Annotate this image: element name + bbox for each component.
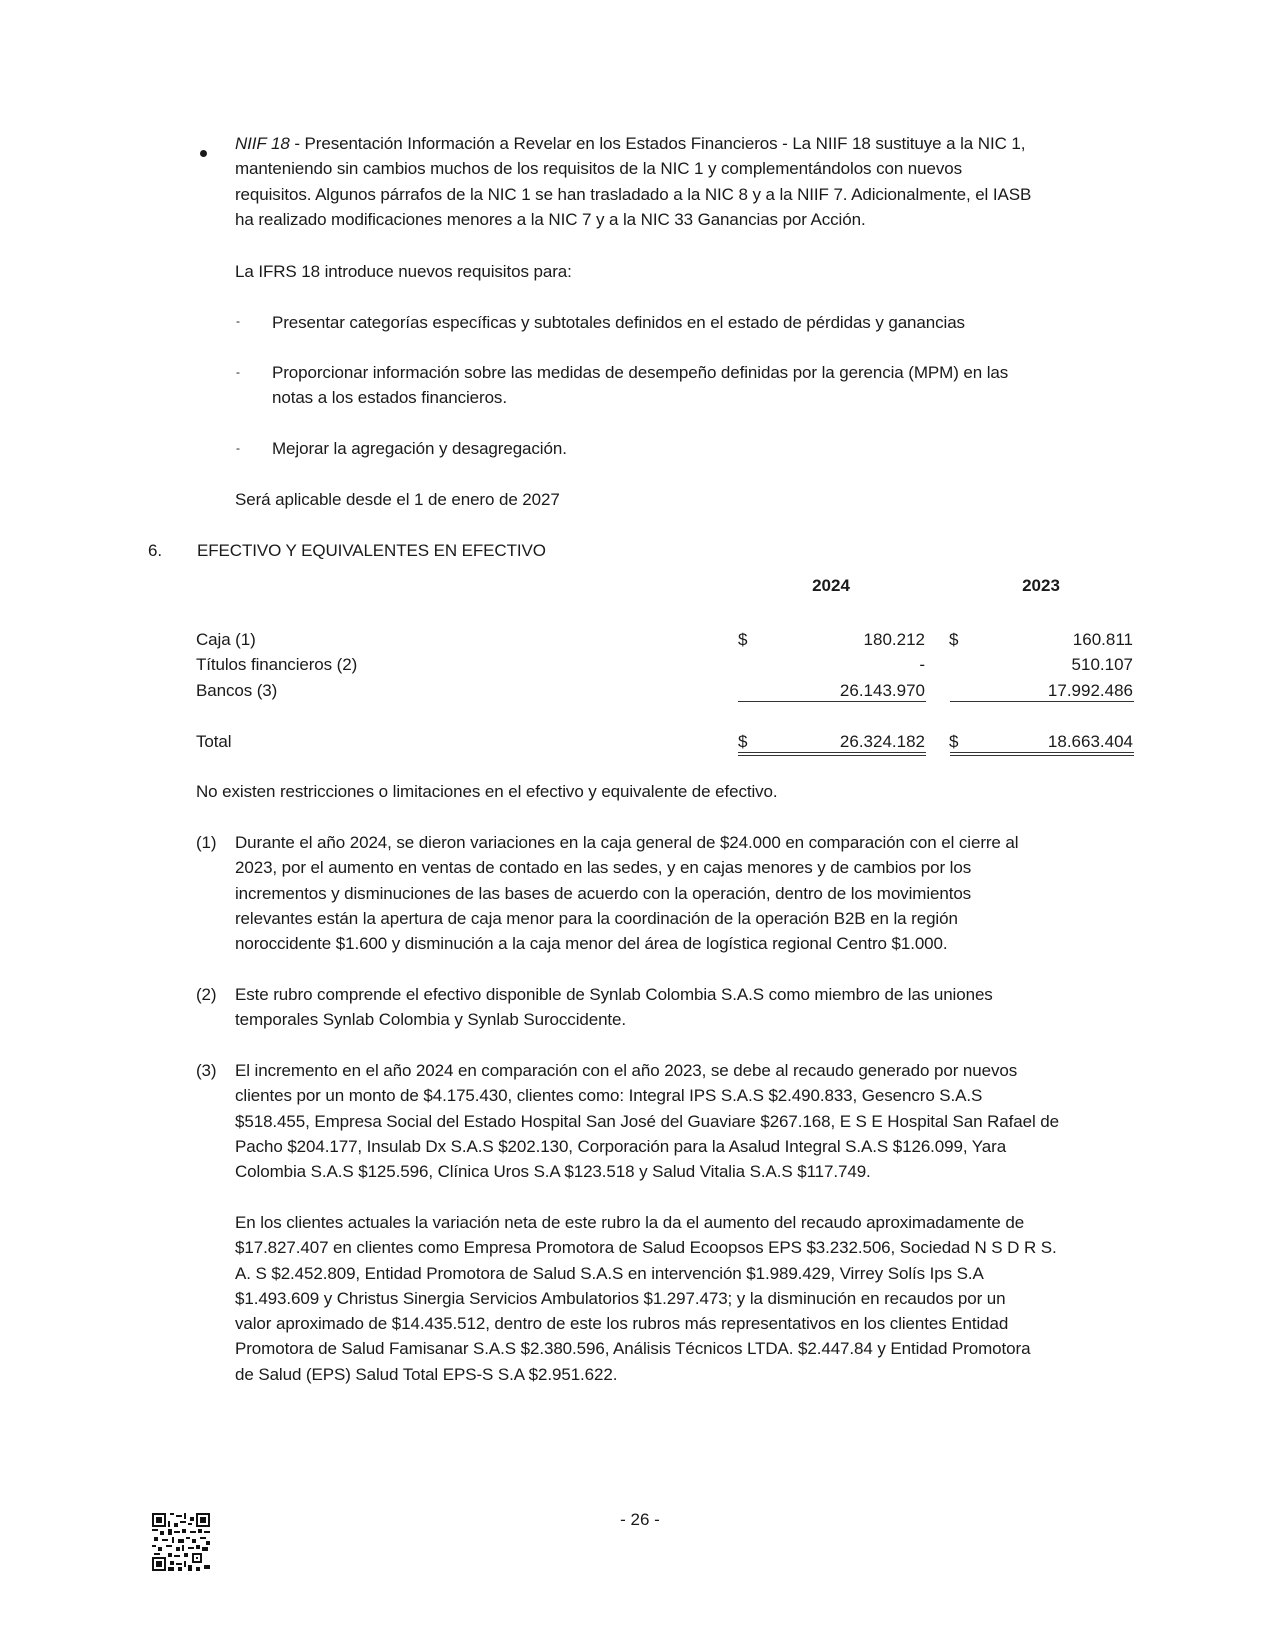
currency-symbol: $ [738,732,748,751]
note-line: Durante el año 2024, se dieron variaciones en la caja general de $24.000 en comparación con el cierre al [235,833,1019,852]
note-line: clientes por un monto de $4.175.430, clientes como: Integral IPS S.A.S $2.490.833, Gesencro S.A.S [235,1086,983,1106]
requirement-item [272,360,1008,411]
value-bancos-2023: 17.992.486 [1047,681,1133,700]
note-line: $1.493.609 y Christus Sinergia Servicios Ambulatorios $1.297.473; y la disminución en recaudos por un [235,1288,1006,1308]
qr-code-icon [152,1513,210,1571]
value-total-2024: 26.324.182 [839,732,925,751]
note-3-continuation [235,1210,1057,1387]
note-line: 2023, por el aumento en ventas de contado en las sedes, y en cajas menores y de cambios por los [235,858,972,878]
value-titulos-2024: - [919,655,925,674]
note-line: A. S $2.452.809, Entidad Promotora de Salud S.A.S en intervención $1.989.429, Virrey Solís Ips S.A [235,1263,984,1283]
value-caja-2024: 180.212 [863,630,925,649]
row-label-bancos: Bancos (3) [196,681,278,700]
value-bancos-2024: 26.143.970 [839,681,925,700]
dash-marker: - [236,441,240,455]
note-line: relevantes están la apertura de caja menor para la coordinación de la operación B2B en la región [235,908,958,928]
bullet-icon [200,150,207,157]
row-label-total: Total [196,732,232,751]
note-line: Promotora de Salud Famisanar S.A.S $2.380.596, Análisis Técnicos LTDA. $2.447.84 y Entidad Promotora [235,1339,1031,1359]
note-marker-3: (3) [196,1061,217,1080]
niif18-title: NIIF 18 [235,134,290,153]
niif18-line-3: requisitos. Algunos párrafos de la NIC 1 se han trasladado a la NIC 8 y a la NIIF 7. Adicionalmente, el IASB [235,184,1032,204]
row-label-titulos: Títulos financieros (2) [196,655,358,674]
restriction-note: No existen restricciones o limitaciones en el efectivo y equivalente de efectivo. [196,782,778,801]
requirement-line: notas a los estados financieros. [272,388,507,408]
column-header-2023: 2023 [1022,576,1060,595]
note-marker-1: (1) [196,833,217,852]
note-3 [235,1058,1059,1184]
currency-symbol: $ [738,630,748,649]
page-number: - 26 - [620,1510,660,1529]
effective-date: Será aplicable desde el 1 de enero de 2027 [235,490,560,509]
niif18-line-2: manteniendo sin cambios muchos de los requisitos de la NIC 1 y complementándolos con nuevos [235,159,963,179]
subtotal-underline-2023 [950,701,1134,702]
total-double-underline-2024 [738,752,926,756]
section-title: EFECTIVO Y EQUIVALENTES EN EFECTIVO [197,541,546,560]
subtotal-underline-2024 [738,701,926,702]
note-marker-2: (2) [196,985,217,1004]
row-label-caja: Caja (1) [196,630,256,649]
note-line: El incremento en el año 2024 en comparación con el año 2023, se debe al recaudo generado por nuevos [235,1061,1018,1080]
note-line: $518.455, Empresa Social del Estado Hospital San José del Guaviare $267.168, E S E Hospital San Rafael de [235,1111,1059,1131]
niif18-line-4: ha realizado modificaciones menores a la NIC 7 y a la NIC 33 Ganancias por Acción. [235,209,866,229]
note-line: noroccidente $1.600 y disminución a la caja menor del área de logística regional Centro $1.000. [235,934,948,954]
dash-marker: - [236,365,240,379]
niif18-line-1 [235,131,1031,156]
ifrs18-intro: La IFRS 18 introduce nuevos requisitos para: [235,262,572,281]
note-line: Colombia S.A.S $125.596, Clínica Uros S.A $123.518 y Salud Vitalia S.A.S $117.749. [235,1162,871,1182]
dash-marker: - [236,314,240,328]
niif18-paragraph [235,131,1031,232]
value-titulos-2023: 510.107 [1071,655,1133,674]
note-line: valor aproximado de $14.435.512, dentro de este los rubros más representativos en los clientes Entidad [235,1314,1009,1334]
section-number: 6. [148,541,162,560]
column-header-2024: 2024 [812,576,850,595]
note-line: $17.827.407 en clientes como Empresa Promotora de Salud Ecoopsos EPS $3.232.506, Sociedad N S D R S. [235,1238,1057,1258]
note-line: Pacho $204.177, Insulab Dx S.A.S $202.130, Corporación para la Asalud Integral S.A.S $126.099, Yara [235,1136,1007,1156]
requirement-line: Proporcionar información sobre las medidas de desempeño definidas por la gerencia (MPM) en las [272,363,1009,382]
note-2 [235,982,993,1033]
value-total-2023: 18.663.404 [1047,732,1133,751]
requirement-item: Presentar categorías específicas y subtotales definidos en el estado de pérdidas y ganancias [272,313,965,332]
requirement-item: Mejorar la agregación y desagregación. [272,439,567,458]
value-caja-2023: 160.811 [1072,630,1133,649]
currency-symbol: $ [949,732,959,751]
note-line: de Salud (EPS) Salud Total EPS-S S.A $2.951.622. [235,1364,618,1384]
note-1 [235,830,1018,956]
note-line: En los clientes actuales la variación neta de este rubro la da el aumento del recaudo aproximadamente de [235,1213,1025,1232]
note-line: Este rubro comprende el efectivo disponible de Synlab Colombia S.A.S como miembro de las uniones [235,985,993,1004]
note-line: temporales Synlab Colombia y Synlab Suroccidente. [235,1010,627,1030]
currency-symbol: $ [949,630,959,649]
niif18-line-1-text: - Presentación Información a Revelar en los Estados Financieros - La NIIF 18 sustituye a la NIC 1, [289,134,1026,153]
total-double-underline-2023 [950,752,1134,756]
note-line: incrementos y disminuciones de las bases de acuerdo con la operación, dentro de los movimientos [235,883,972,903]
